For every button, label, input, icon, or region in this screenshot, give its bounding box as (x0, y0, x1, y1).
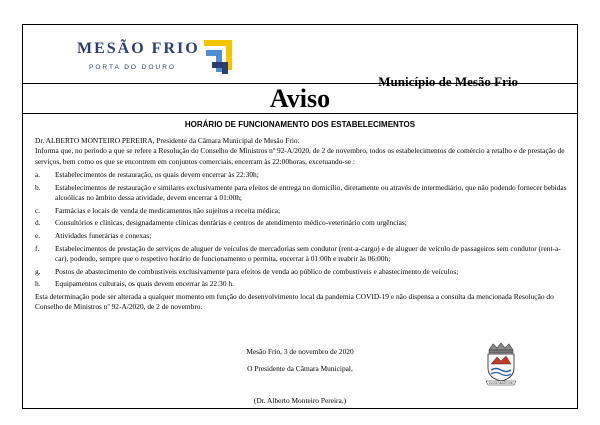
notice-title-box (22, 84, 578, 114)
list-item-text: Estabelecimentos de prestação de serviços de aluguer de veículos de mercadorias sem condutor (rent-a-cargo) e de aluguer de veículo de passageiros sem condutor (rent-a-car), podendo, sempre que o respetivo horário de funcionamento o permita, encerrar à 01:00h e reabrir às 06:00h; (55, 243, 561, 263)
list-item (35, 244, 567, 265)
logo-mark-icon (200, 36, 236, 76)
intro-paragraph: Informa que, no período a que se refere a Resolução do Conselho de Ministros nº 92-A/2020, de 2 de novembro, todos os estabelecimentos de comércio a retalho e de prestação de serviços, bem como os que se encontrem em conjuntos comerciais, encerram às 22:00horas, excetuando-se : (35, 146, 565, 166)
logo-main-text: MESÃO FRIO (77, 40, 200, 57)
municipality-name: Município de Mesão Frio (378, 74, 518, 89)
document-header (22, 24, 578, 89)
logo-sub-text: PORTA DO DOURO (89, 64, 176, 71)
list-item-text: Estabelecimentos de restauração, os quais devem encerrar às 22:30h; (55, 169, 259, 179)
list-item-text: Farmácias e locais de venda de medicamentos não sujeitos a receita médica; (55, 205, 281, 215)
list-item-text: Consultórios e clínicas, designadamente clínicas dentárias e centros de atendimento médico-veterinário com urgências; (55, 218, 407, 228)
list-item-letter: f. (35, 243, 40, 253)
list-item (35, 231, 567, 241)
list-item (35, 170, 567, 180)
notice-subtitle: HORÁRIO DE FUNCIONAMENTO DOS ESTABELECIMENTOS (184, 120, 416, 129)
list-item (35, 279, 567, 289)
notice-body (35, 136, 567, 313)
list-item-letter: e. (35, 230, 41, 240)
list-item (35, 267, 567, 277)
svg-text:VILA DE MESÃO FRIO: VILA DE MESÃO FRIO (488, 382, 514, 385)
salutation: Dr. ALBERTO MONTEIRO PEREIRA, Presidente da Câmara Municipal de Mesão Frio: (35, 136, 300, 145)
signature-name: (Dr. Alberto Monteiro Pereira.) (253, 396, 347, 405)
list-item-letter: b. (35, 182, 41, 192)
list-item (35, 206, 567, 216)
signature-place-date: Mesão Frio, 3 de novembro de 2020 (246, 347, 354, 356)
list-item (35, 218, 567, 228)
list-item-text: Postos de abastecimento de combustíveis exclusivamente para efeitos de venda ao público de combustíveis e abastecimento de veículos; (55, 266, 459, 276)
closing-paragraph: Esta determinação pode ser alterada a qualquer momento em função do desenvolvimento local da pandemia COVID-19 e não dispensa a consulta da mencionada Resolução do Conselho de Ministros nº 92-A/2020, de 2 de novembro. (35, 291, 554, 312)
list-item (35, 183, 567, 204)
list-item-text: Atividades funerárias e conexas; (55, 230, 152, 240)
list-item-letter: a. (35, 169, 41, 179)
municipal-crest-icon (483, 342, 519, 386)
list-item-text: Estabelecimentos de restauração e similares exclusivamente para efeitos de entrega no domicílio, diretamente ou através de intermediário, que não podendo fornecer bebidas alcoólicas no âmbito dessa atividade, devem encerrar à 01:00h; (55, 182, 567, 202)
list-item-letter: h. (35, 279, 41, 289)
notice-title: Aviso (269, 84, 331, 113)
list-item-letter: g. (35, 266, 41, 276)
list-item-letter: c. (35, 205, 41, 215)
list-item-text: Equipamentos culturais, os quais devem encerrar às 22:30 h. (55, 279, 234, 289)
signature-role: O Presidente da Câmara Municipal, (247, 364, 353, 373)
exceptions-list (35, 170, 567, 290)
list-item-letter: d. (35, 218, 41, 228)
